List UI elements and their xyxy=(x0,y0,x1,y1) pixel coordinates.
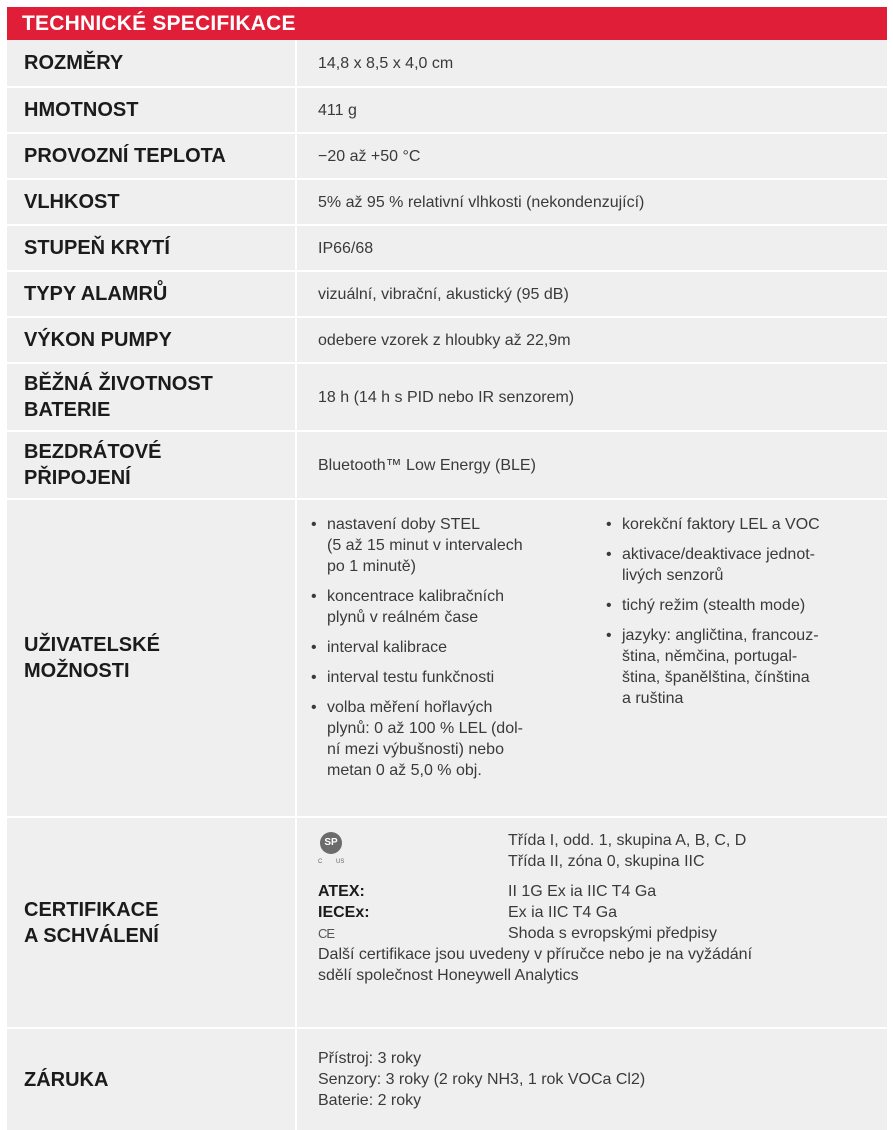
certification-note: sdělí společnost Honeywell Analytics xyxy=(318,967,579,984)
row-label: HMOTNOST xyxy=(24,99,139,121)
spec-row-certification xyxy=(7,818,887,1029)
row-value: −20 až +50 °C xyxy=(295,134,887,178)
row-value: IP66/68 xyxy=(295,226,887,270)
row-label-line: BATERIE xyxy=(24,399,111,421)
row-label: VÝKON PUMPY xyxy=(24,329,172,351)
row-label: TYPY ALAMRŮ xyxy=(24,283,168,305)
list-item: • interval kalibrace xyxy=(311,639,448,656)
row-label-line: A SCHVÁLENÍ xyxy=(24,924,159,947)
certification-note: Další certifikace jsou uvedeny v příručce nebo je na vyžádání xyxy=(318,946,753,963)
table-title: TECHNICKÉ SPECIFIKACE xyxy=(7,7,887,40)
spec-table xyxy=(7,7,887,1130)
row-label xyxy=(7,500,295,816)
list-item: • jazyky: angličtina, francouz- ština, němčina, portugal- ština, španělština, čínština a ruština xyxy=(606,627,819,707)
list-item: • aktivace/deaktivace jednot- livých senzorů xyxy=(606,546,815,584)
row-label: VLHKOST xyxy=(24,191,120,213)
row-label: ZÁRUKA xyxy=(24,1068,109,1091)
list-item: • interval testu funkčnosti xyxy=(311,669,495,686)
iecex-value: Ex ia IIC T4 Ga xyxy=(508,904,618,921)
warranty-line: Baterie: 2 roky xyxy=(318,1092,422,1109)
row-value: 18 h (14 h s PID nebo IR senzorem) xyxy=(295,364,887,430)
user-options-lists xyxy=(295,500,887,816)
row-label-line: BEZDRÁTOVÉ xyxy=(24,441,162,463)
spec-row-wireless xyxy=(7,432,887,500)
csa-logo-c: C xyxy=(318,859,323,865)
spec-row-warranty xyxy=(7,1029,887,1130)
row-label xyxy=(7,432,295,498)
list-item: • nastavení doby STEL (5 až 15 minut v intervalech po 1 minutě) xyxy=(311,516,523,575)
row-label xyxy=(7,818,295,1027)
bullet-icon: • xyxy=(606,546,612,563)
csa-class-1: Třída I, odd. 1, skupina A, B, C, D xyxy=(508,832,747,849)
csa-logo-us: US xyxy=(336,859,345,865)
bullet-icon: • xyxy=(606,627,612,644)
row-label-line: CERTIFIKACE xyxy=(24,898,159,921)
csa-logo xyxy=(318,830,508,872)
bullet-icon: • xyxy=(606,597,612,614)
certification-value xyxy=(295,818,887,1027)
row-label-line: UŽIVATELSKÉ xyxy=(24,634,160,656)
ce-mark-icon: CE xyxy=(318,926,335,941)
list-item: • volba měření hořlavých plynů: 0 až 100 % LEL (dol- ní mezi výbušnosti) nebo metan 0 až 5,0 % obj. xyxy=(311,699,523,779)
spec-row-ingress-protection xyxy=(7,226,887,272)
user-options-col-1 xyxy=(309,514,604,790)
spec-row-humidity xyxy=(7,180,887,226)
user-options-col-2 xyxy=(604,514,875,718)
row-label: STUPEŇ KRYTÍ xyxy=(24,237,170,259)
bullet-icon: • xyxy=(311,588,317,605)
warranty-line: Senzory: 3 roky (2 roky NH3, 1 rok VOCa Cl2) xyxy=(318,1071,646,1088)
bullet-icon: • xyxy=(311,639,317,656)
row-label: PROVOZNÍ TEPLOTA xyxy=(24,145,226,167)
spec-row-dimensions xyxy=(7,40,887,88)
row-value: odebere vzorek z hloubky až 22,9m xyxy=(295,318,887,362)
row-value: 14,8 x 8,5 x 4,0 cm xyxy=(295,40,887,86)
warranty-line: Přístroj: 3 roky xyxy=(318,1050,422,1067)
list-item: • koncentrace kalibračních plynů v reálném čase xyxy=(311,588,504,626)
list-item: • korekční faktory LEL a VOC xyxy=(606,516,820,533)
spec-row-temperature xyxy=(7,134,887,180)
row-label: ROZMĚRY xyxy=(24,52,124,74)
row-value: Bluetooth™ Low Energy (BLE) xyxy=(295,432,887,498)
bullet-icon: • xyxy=(311,669,317,686)
row-value: 5% až 95 % relativní vlhkosti (nekondenzující) xyxy=(295,180,887,224)
ce-value: Shoda s evropskými předpisy xyxy=(508,925,717,942)
spec-row-pump-performance xyxy=(7,318,887,364)
csa-logo-icon: SP xyxy=(320,832,342,854)
list-item: • tichý režim (stealth mode) xyxy=(606,597,806,614)
spec-row-battery-life xyxy=(7,364,887,432)
atex-value: II 1G Ex ia IIC T4 Ga xyxy=(508,883,657,900)
iecex-label: IECEx: xyxy=(318,904,370,921)
spec-row-alarm-types xyxy=(7,272,887,318)
row-label-line: PŘIPOJENÍ xyxy=(24,467,131,489)
bullet-icon: • xyxy=(311,699,317,716)
spec-row-user-options xyxy=(7,500,887,818)
spec-row-weight xyxy=(7,88,887,134)
row-label-line: BĚŽNÁ ŽIVOTNOST xyxy=(24,373,213,395)
row-value: vizuální, vibrační, akustický (95 dB) xyxy=(295,272,887,316)
row-value: 411 g xyxy=(295,88,887,132)
warranty-value xyxy=(295,1029,887,1130)
bullet-icon: • xyxy=(606,516,612,533)
bullet-icon: • xyxy=(311,516,317,533)
csa-class-2: Třída II, zóna 0, skupina IIC xyxy=(508,853,705,870)
row-label-line: MOŽNOSTI xyxy=(24,660,130,682)
atex-label: ATEX: xyxy=(318,883,365,900)
row-label xyxy=(7,364,295,430)
